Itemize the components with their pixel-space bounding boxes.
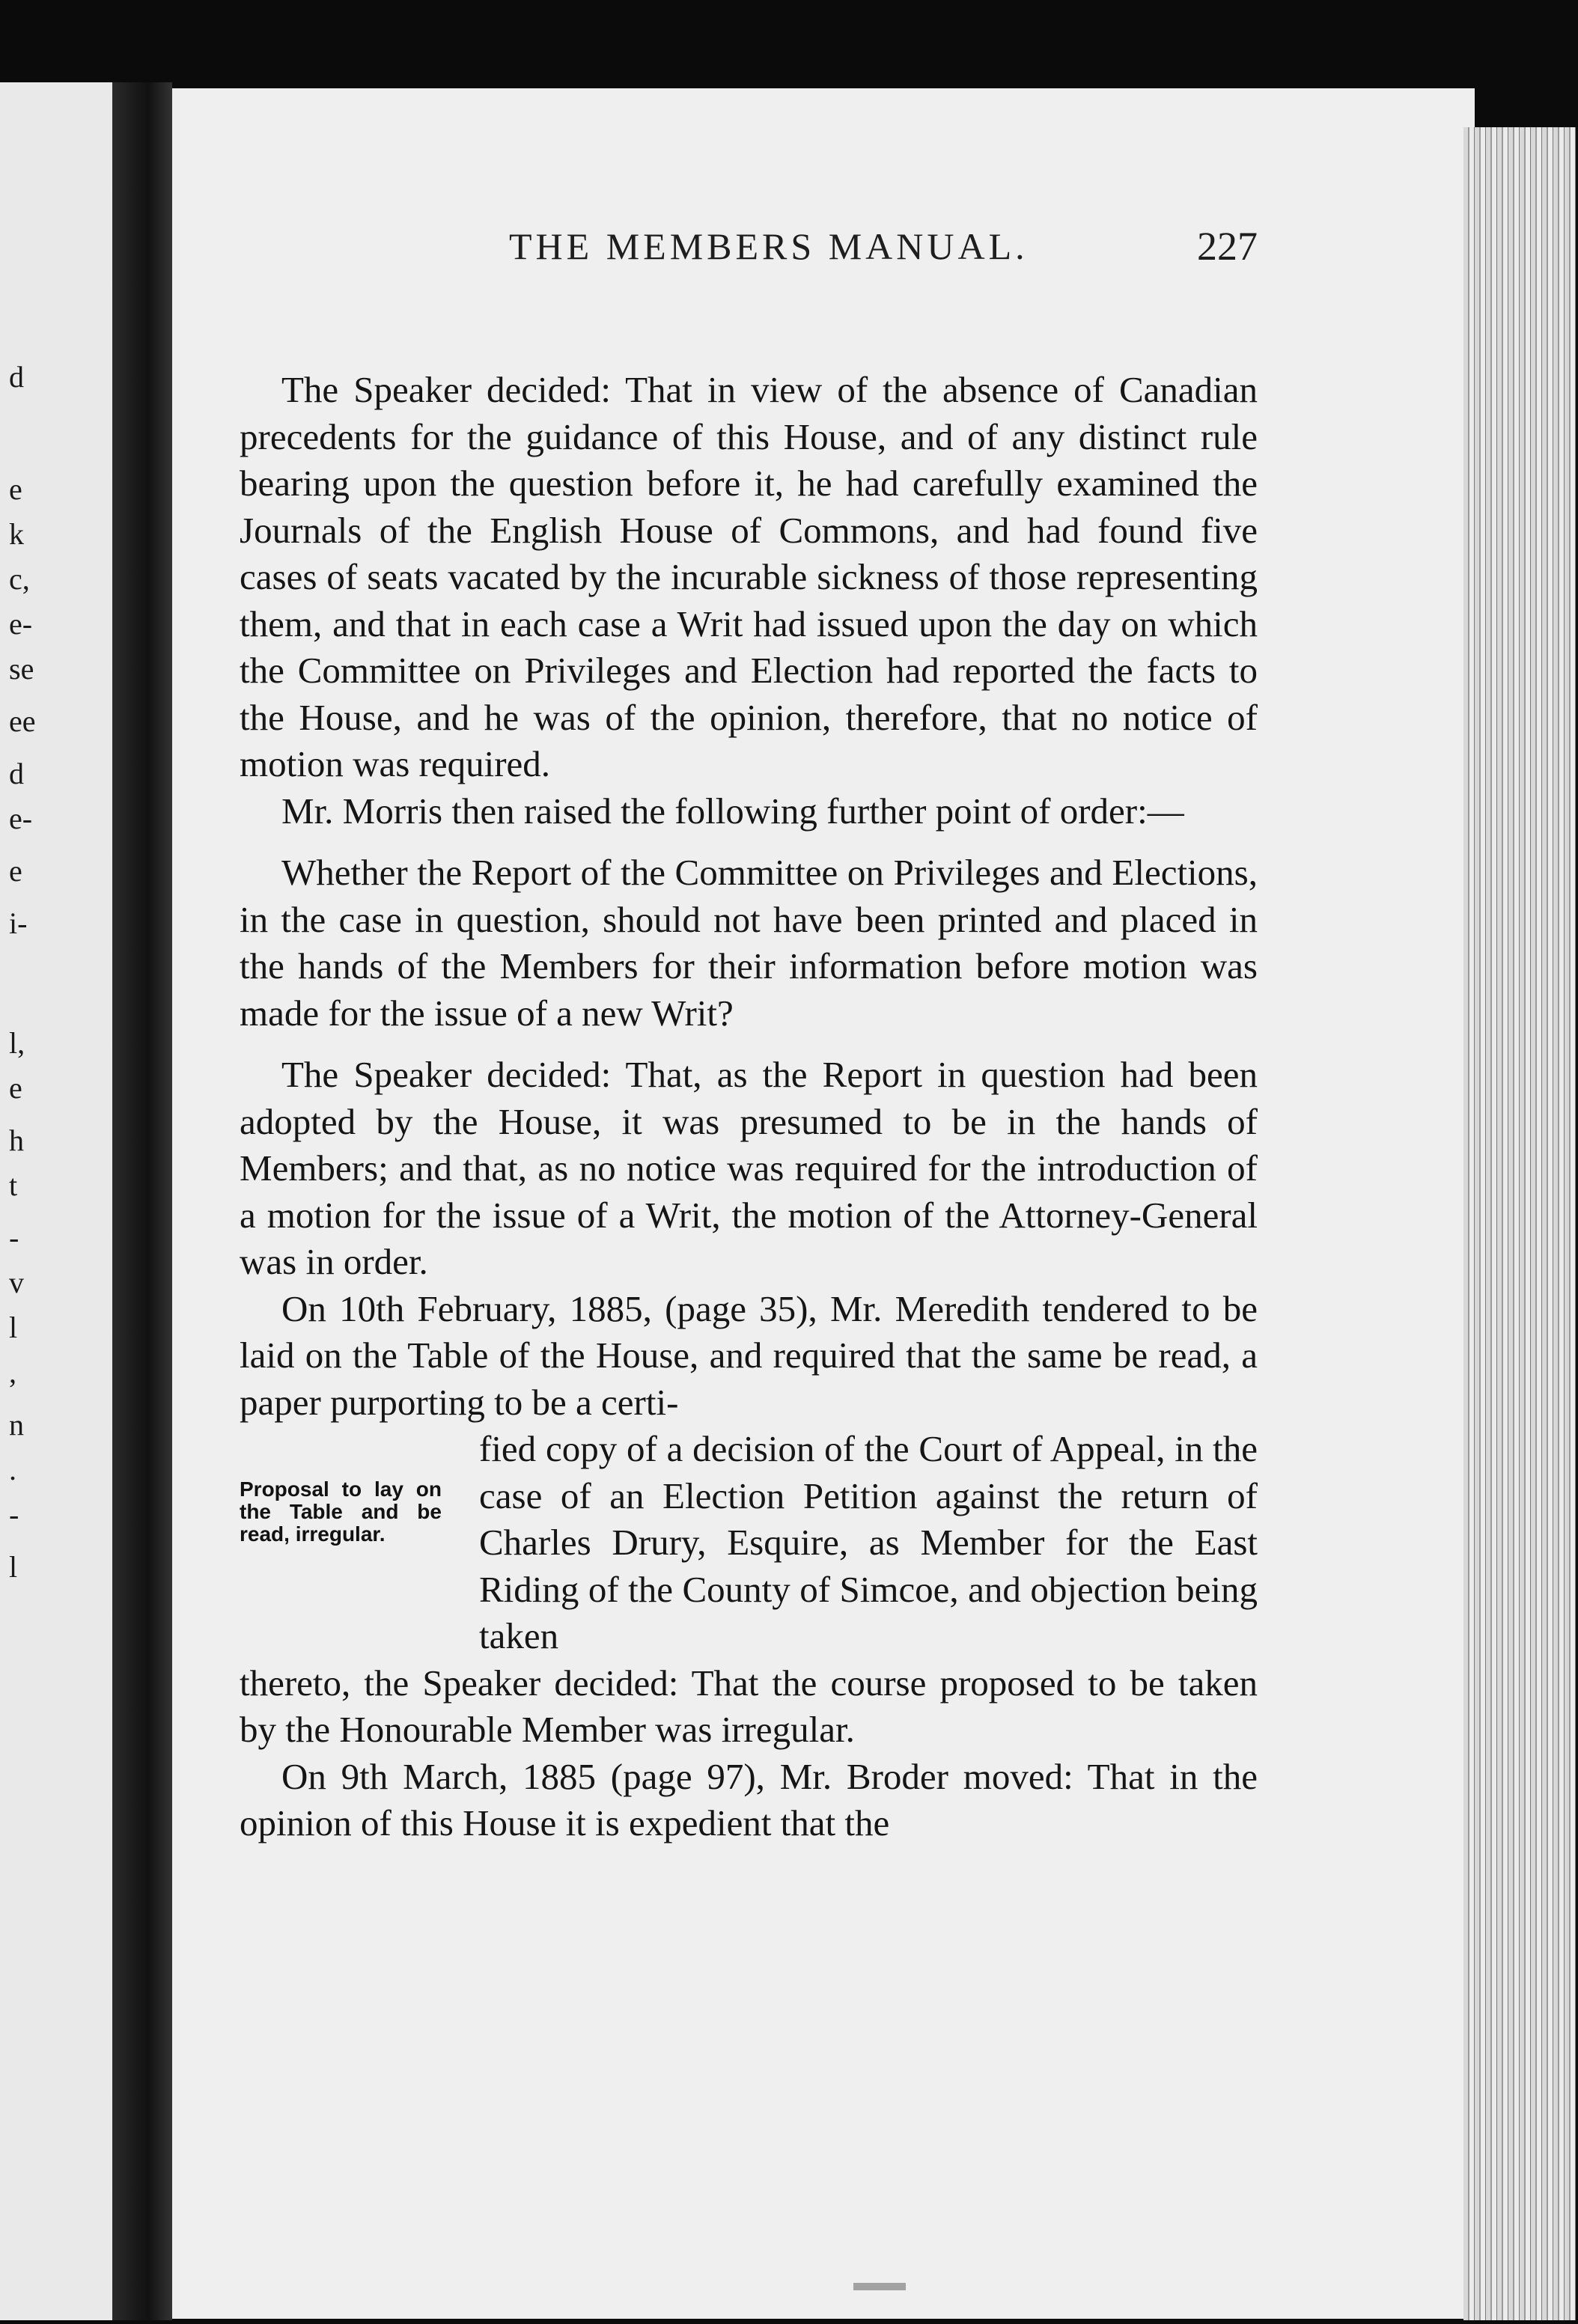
left-page-fragment: c, [9, 562, 30, 596]
left-page-fragment: l, [9, 1026, 25, 1060]
paragraph-speaker-decision-1: The Speaker decided: That in view of the absence of Canadian precedents for the guidance of this House, and of any distinct rule bearing upon the question before it, he had carefully examined the Journals of the English House of Commons, and had found five cases of seats vacated by the incurable sickness of those representing them, and that in each case a Writ had issued upon the day on which the Committee on Privileges and Election had reported the facts to the House, and he was of the opinion, therefore, that no notice of motion was required. [240, 369, 1258, 784]
paragraph-speaker-decision-2: The Speaker decided: That, as the Report in question had been adopted by the House, it was presumed to be in the hands of Members; and that, as no notice was required for the introduction of a motion for the issue of a Writ, the motion of the Attorney-General was in order. [240, 1054, 1258, 1282]
left-page-fragment: - [9, 1498, 19, 1531]
hanging-indent-block [240, 1426, 1258, 1660]
left-page-fragment: . [9, 1453, 16, 1486]
left-page-fragment: i- [9, 906, 28, 940]
paragraph-meredith-tail: thereto, the Speaker decided: That the course proposed to be taken by the Honourable Member was irregular. [240, 1662, 1258, 1750]
left-page-fragment: d [9, 757, 24, 790]
paragraph-question: Whether the Report of the Committee on Privileges and Elections, in the case in question, should not have been printed and placed in the hands of the Members for their information before motion was made for the issue of a new Writ? [240, 852, 1258, 1034]
left-page-fragment: ee [9, 704, 36, 738]
body-text [240, 367, 1258, 1847]
paragraph-point-of-order: Mr. Morris then raised the following further point of order:— [281, 790, 1184, 832]
left-page-fragment: , [9, 1355, 16, 1389]
left-page-fragment: n [9, 1408, 24, 1442]
left-page-fragment: e- [9, 802, 33, 835]
margin-note: Proposal to lay on the Table and be read, irregular. [240, 1477, 442, 1546]
left-page-fragment: l [9, 1550, 18, 1584]
paragraph-meredith-hang: fied copy of a decision of the Court of Appeal, in the case of an Election Petition against the return of Charles Drury, Esquire, as Member for the East Riding of the County of Simcoe, and objection being taken [479, 1428, 1258, 1656]
left-page-fragment: d [9, 360, 24, 394]
left-page-fragment: e [9, 472, 22, 506]
left-page-fragment: e [9, 854, 22, 888]
page-edges [1463, 127, 1576, 2320]
left-page-fragment: - [9, 1221, 19, 1254]
bottom-smudge [853, 2283, 906, 2290]
page-header [329, 217, 1258, 277]
running-head: THE MEMBERS MANUAL. [509, 225, 1029, 267]
left-page-fragment: e- [9, 607, 33, 641]
page-number: 227 [1197, 224, 1258, 269]
paragraph-meredith-lead: On 10th February, 1885, (page 35), Mr. Meredith tendered to be laid on the Table of the House, and required that the same be read, a paper purporting to be a certi- [240, 1287, 1258, 1423]
left-page-fragment: se [9, 652, 34, 686]
left-page-fragment: k [9, 517, 24, 551]
left-page-fragment: t [9, 1168, 18, 1202]
left-facing-page [0, 82, 112, 2320]
left-page-fragment: e [9, 1071, 22, 1105]
left-page-fragment: h [9, 1123, 24, 1157]
book-gutter [112, 82, 172, 2320]
left-page-fragment: v [9, 1266, 24, 1299]
left-page-fragment: l [9, 1311, 18, 1344]
paragraph-broder-motion: On 9th March, 1885 (page 97), Mr. Broder moved: That in the opinion of this House it is expedient that the [240, 1755, 1258, 1843]
